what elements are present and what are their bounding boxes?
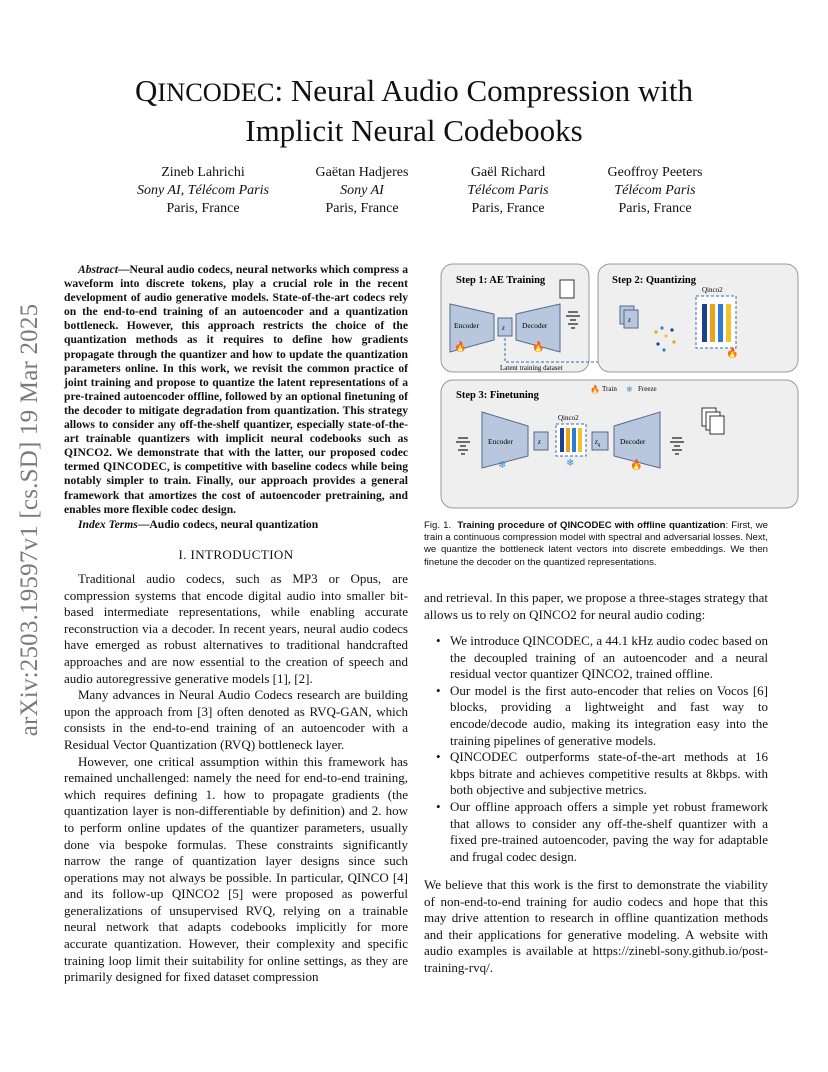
flame-icon: 🔥 bbox=[532, 342, 545, 353]
index-terms-text: —Audio codecs, neural quantization bbox=[137, 518, 319, 531]
contribution-item: • Our model is the first auto-encoder that relies on Vocos [6] blocks, providing a lightweight and fast way to encode/decode audio, making its integration easy into the training pipelines of generative models. bbox=[436, 683, 768, 749]
abstract bbox=[64, 263, 408, 517]
title-name-odec: ODEC bbox=[202, 78, 275, 107]
embedding-point bbox=[660, 326, 663, 329]
step2-title: Step 2: Quantizing bbox=[612, 275, 697, 286]
latent-z-box bbox=[498, 318, 512, 336]
caption-text: : First, we train a continuous compression model with spectral and adversarial losses. Next, we quantize the bottleneck latent vectors into discrete embeddings. We then finetune the decoder on the quantized representations. bbox=[424, 520, 768, 568]
title-line1-rest: : Neural Audio Compression with bbox=[274, 73, 693, 108]
output-page-icon bbox=[710, 416, 724, 434]
arxiv-stamp-text: arXiv:2503.19597v1 [cs.SD] 19 Mar 2025 bbox=[16, 303, 43, 737]
latent-z-label: z bbox=[502, 324, 505, 332]
author-affiliation: Télécom Paris bbox=[467, 183, 549, 198]
step3-title: Step 3: Finetuning bbox=[456, 390, 539, 401]
qinco2-label: Qinco2 bbox=[558, 414, 579, 422]
section-heading: I. INTRODUCTION bbox=[178, 547, 294, 562]
abstract-heading: Abstract bbox=[78, 263, 118, 276]
caption-label: Fig. 1. bbox=[424, 520, 452, 531]
author-name: Gaël Richard bbox=[470, 165, 546, 180]
latent-z-label: z bbox=[538, 438, 541, 446]
encoder-label: Encoder bbox=[454, 321, 479, 330]
author-name: Geoffroy Peeters bbox=[607, 165, 703, 180]
author-location: Paris, France bbox=[471, 201, 545, 216]
legend-freeze-label: Freeze bbox=[638, 385, 657, 393]
output-page-icon bbox=[560, 280, 574, 298]
embedding-point bbox=[670, 328, 673, 331]
legend-train-label: Train bbox=[602, 385, 617, 393]
flame-icon: 🔥 bbox=[454, 342, 467, 353]
quantizer-bar bbox=[702, 304, 707, 342]
contribution-item: • We introduce QINCODEC, a 44.1 kHz audio codec based on the decoupled training of an autoencoder and a neural residual vector quantizer QINCO2, trained offline. bbox=[436, 633, 768, 683]
right-closing bbox=[424, 877, 768, 977]
author-block bbox=[277, 164, 447, 218]
legend-snowflake-icon: ❄ bbox=[626, 385, 633, 394]
title-name-q: Q bbox=[135, 73, 158, 108]
quantizer-bar bbox=[710, 304, 715, 342]
author-name: Zineb Lahrichi bbox=[161, 165, 245, 180]
author-location: Paris, France bbox=[325, 201, 399, 216]
contribution-item: • QINCODEC outperforms state-of-the-art methods at 16 kbps bitrate and achieves competitive results at 8kbps. with both objective and subjective metrics. bbox=[436, 749, 768, 799]
decoder-label: Decoder bbox=[620, 437, 646, 446]
title-line2: Implicit Neural Codebooks bbox=[245, 113, 583, 148]
paper-title bbox=[70, 72, 758, 150]
intro-paragraph: However, one critical assumption within this framework has remained unchallenged: namely the need for end-to-end training, which requires defining 1. how to propagate gradients (the quantization layer is non-differentiable by definition) and 2. how to perform online updates of the quantizer parameters, usually done via bespoke formulas. These constraints significantly narrow the range of quantization layer designs since such operations may not always be possible. In particular, QINCO [4] and its follow-up QINCO2 [5] were proposed as powerful generalizations of unsupervised RVQ, relying on a trainable neural network that adapts codebooks implicitly for more accurate quantization. However, their complexity and specific training loop limit their suitability for online settings, as they are primarily designed for fixed dataset compression bbox=[64, 753, 408, 985]
title-name-inc: INC bbox=[157, 78, 203, 107]
contributions-list bbox=[436, 633, 768, 865]
index-terms bbox=[64, 518, 408, 532]
latent-stack-box bbox=[624, 310, 638, 328]
author-block bbox=[423, 164, 593, 218]
right-intro bbox=[424, 590, 768, 623]
quantizer-bar bbox=[566, 428, 570, 452]
encoder-label: Encoder bbox=[488, 437, 513, 446]
author-affiliation: Télécom Paris bbox=[614, 183, 696, 198]
snowflake-icon: ❄ bbox=[498, 460, 507, 471]
latent-zq-label: $z_q$ bbox=[595, 438, 601, 448]
contribution-item: • Our offline approach offers a simple yet robust framework that allows to consider any off-the-shelf quantizer with a fixed pre-trained autoencoder, paving the way for adaptable and frugal codec design. bbox=[436, 799, 768, 865]
arxiv-stamp bbox=[10, 285, 50, 755]
author-block bbox=[570, 164, 740, 218]
closing-paragraph: We believe that this work is the first to demonstrate the viability of non-end-to-end training for audio codecs and hope that this may drive attention to research in offline quantization methods and their applications for generative modeling. A website with audio examples is available at https://zinebl-sony.github.io/post-training-rvq/. bbox=[424, 877, 768, 975]
embedding-point bbox=[656, 342, 659, 345]
author-location: Paris, France bbox=[166, 201, 240, 216]
intro-paragraph: Traditional audio codecs, such as MP3 or Opus, are compression systems that encode digital audio into smaller bit-based intermediate representations, while enabling accurate reconstruction via a decoder. In recent years, neural audio codecs have emerged as robust alternatives to traditional handcrafted approaches and are now essential to the creation of speech and audio autoregressive generative models [1], [2]. bbox=[64, 571, 408, 686]
quantizer-bar bbox=[718, 304, 723, 342]
snowflake-icon: ❄ bbox=[566, 458, 575, 469]
author-name: Gaëtan Hadjeres bbox=[315, 165, 409, 180]
embedding-point bbox=[654, 330, 657, 333]
figure-caption bbox=[424, 520, 768, 569]
flame-icon: 🔥 bbox=[630, 460, 643, 471]
embedding-point bbox=[664, 334, 667, 337]
latent-z-box bbox=[534, 432, 548, 450]
flame-icon: 🔥 bbox=[726, 348, 739, 359]
latent-dataset-label: Latent training dataset bbox=[500, 364, 563, 372]
intro-paragraph: Many advances in Neural Audio Codecs research are building upon the approach from [3] often denoted as RVQ-GAN, which consists in the end-to-end training of an autoencoder with a Residual Vector Quantization (RVQ) bottleneck layer. bbox=[64, 687, 408, 752]
legend-flame-icon: 🔥 bbox=[590, 385, 600, 394]
quantizer-bar bbox=[578, 428, 582, 452]
caption-bold: Training procedure of QINCODEC with offline quantization bbox=[457, 520, 726, 531]
figure-training-procedure bbox=[440, 262, 800, 512]
latent-z-label: z bbox=[628, 316, 631, 324]
qinco2-label: Qinco2 bbox=[702, 286, 723, 294]
decoder-label: Decoder bbox=[522, 321, 548, 330]
embedding-point bbox=[662, 348, 665, 351]
step1-title: Step 1: AE Training bbox=[456, 275, 546, 286]
abstract-text: —Neural audio codecs, neural networks which compress a waveform into discrete tokens, play a crucial role in the recent development of audio generative models. State-of-the-art codecs rely on the end-to-end training of an autoencoder and a quantization bottleneck. However, this approach restricts the choice of the quantization methods as it requires to define how gradients propagate through the quantizer and how to update the quantization parameters online. In this work, we revisit the common practice of joint training and propose to quantize the latent representations of a pre-trained autoencoder offline, followed by an optional finetuning of the decoder to mitigate degradation from quantization. This strategy allows to consider any off-the-shelf quantizer, especially state-of-the-art trainable quantizers with implicit neural codebooks such as QINCO2. We demonstrate that with the latter, our proposed codec termed QINCODEC, is competitive with baseline codecs while being notably simpler to train. Finally, our approach provides a general framework that amortizes the cost of autoencoder pretraining, and enables more flexible codec design. bbox=[64, 263, 408, 516]
author-affiliation: Sony AI, Télécom Paris bbox=[137, 183, 269, 198]
embedding-point bbox=[672, 340, 675, 343]
author-block bbox=[118, 164, 288, 218]
quantizer-bar bbox=[572, 428, 576, 452]
training-diagram bbox=[440, 262, 800, 512]
index-terms-heading: Index Terms bbox=[78, 518, 138, 531]
intro-column bbox=[64, 571, 408, 986]
right-intro-paragraph: and retrieval. In this paper, we propose a three-stages strategy that allows us to rely on QINCO2 for neural audio coding: bbox=[424, 590, 768, 622]
quantizer-bar bbox=[560, 428, 564, 452]
author-location: Paris, France bbox=[618, 201, 692, 216]
author-affiliation: Sony AI bbox=[340, 183, 384, 198]
quantizer-bar bbox=[726, 304, 731, 342]
